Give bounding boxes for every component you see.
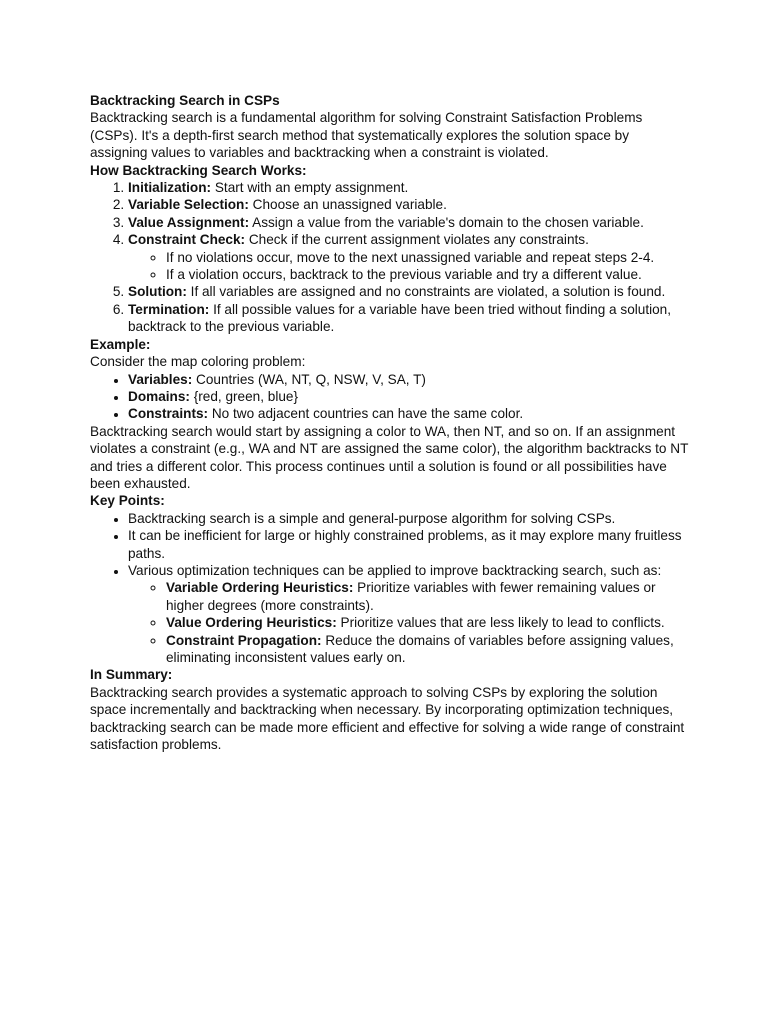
sub-list-item: ◦ If no violations occur, move to the next unassigned variable and repeat steps 2-4. — [166, 249, 690, 266]
steps-list — [90, 179, 690, 336]
intro-paragraph: Backtracking search is a fundamental algorithm for solving Constraint Satisfaction Problems (CSPs). It's a depth-first search method that systematically explores the solution space by assigning values to variables and backtracking when a constraint is violated. — [90, 110, 643, 161]
step-text: Start with an empty assignment. — [211, 180, 409, 196]
step-item — [128, 283, 690, 300]
constraint-check-sublist — [128, 249, 690, 284]
example-text: No two adjacent countries can have the same color. — [208, 406, 524, 422]
step-text: If all possible values for a variable have been tried without finding a solution, backtrack to the previous variable. — [128, 301, 672, 335]
step-label: Constraint Check: — [128, 232, 246, 248]
summary-heading: In Summary: — [90, 667, 173, 683]
technique-label: Value Ordering Heuristics: — [166, 615, 337, 631]
step-item — [128, 214, 690, 231]
example-text: Countries (WA, NT, Q, NSW, V, SA, T) — [192, 371, 426, 387]
example-intro: Consider the map coloring problem: — [90, 354, 306, 370]
example-label: Variables: — [128, 371, 193, 387]
example-label: Constraints: — [128, 406, 209, 422]
document-title: Backtracking Search in CSPs — [90, 93, 280, 108]
example-list — [90, 371, 690, 423]
example-item — [128, 388, 690, 405]
step-text: Choose an unassigned variable. — [248, 197, 447, 213]
step-label: Solution: — [128, 284, 187, 300]
example-label: Domains: — [128, 388, 190, 404]
sub-list-item: ◦ If a violation occurs, backtrack to the previous variable and try a different value. — [166, 266, 690, 283]
technique-text: Reduce the domains of variables before assigning values, eliminating inconsistent values early on. — [166, 632, 674, 665]
key-point-item — [128, 562, 690, 666]
step-item — [128, 301, 690, 336]
key-points-heading: Key Points: — [90, 493, 165, 509]
example-paragraph: Backtracking search would start by assigning a color to WA, then NT, and so on. If an assignment violates a constraint (e.g., WA and NT are assigned the same color), the algorithm backtracks to NT and tries a different color. This process continues until a solution is found or all possibilities have been exhausted. — [90, 423, 689, 491]
step-item — [128, 196, 690, 213]
step-label: Value Assignment: — [128, 214, 250, 230]
key-points-list — [90, 510, 690, 667]
step-item — [128, 179, 690, 196]
step-text: Check if the current assignment violates any constraints. — [245, 232, 589, 248]
key-point-item: • Backtracking search is a simple and general-purpose algorithm for solving CSPs. — [128, 510, 690, 527]
technique-text: Prioritize values that are less likely to lead to conflicts. — [336, 615, 665, 631]
document-body — [90, 92, 690, 753]
step-item — [128, 231, 690, 283]
summary-paragraph: Backtracking search provides a systematic approach to solving CSPs by exploring the solution space incrementally and backtracking when necessary. By incorporating optimization techniques, backtracking search can be made more efficient and effective for solving a wide range of constraint satisfaction problems. — [90, 684, 685, 753]
technique-item — [166, 632, 690, 667]
step-text: Assign a value from the variable's domain to the chosen variable. — [249, 214, 644, 230]
technique-label: Variable Ordering Heuristics: — [166, 580, 354, 596]
technique-item — [166, 579, 690, 614]
how-it-works-heading: How Backtracking Search Works: — [90, 162, 307, 178]
step-label: Variable Selection: — [128, 197, 249, 213]
example-item — [128, 405, 690, 422]
step-label: Termination: — [128, 301, 210, 317]
technique-text: Prioritize variables with fewer remaining values or higher degrees (more constraints). — [166, 580, 656, 613]
example-heading: Example: — [90, 336, 151, 352]
techniques-list — [128, 579, 690, 666]
step-text: If all variables are assigned and no constraints are violated, a solution is found. — [186, 284, 666, 300]
technique-item — [166, 614, 690, 631]
technique-label: Constraint Propagation: — [166, 632, 322, 648]
example-item — [128, 371, 690, 388]
example-text: {red, green, blue} — [189, 388, 299, 404]
key-point-text: Various optimization techniques can be applied to improve backtracking search, such as: — [128, 562, 662, 578]
step-label: Initialization: — [128, 180, 212, 196]
key-point-item: • It can be inefficient for large or highly constrained problems, as it may explore many fruitless paths. — [128, 527, 690, 562]
